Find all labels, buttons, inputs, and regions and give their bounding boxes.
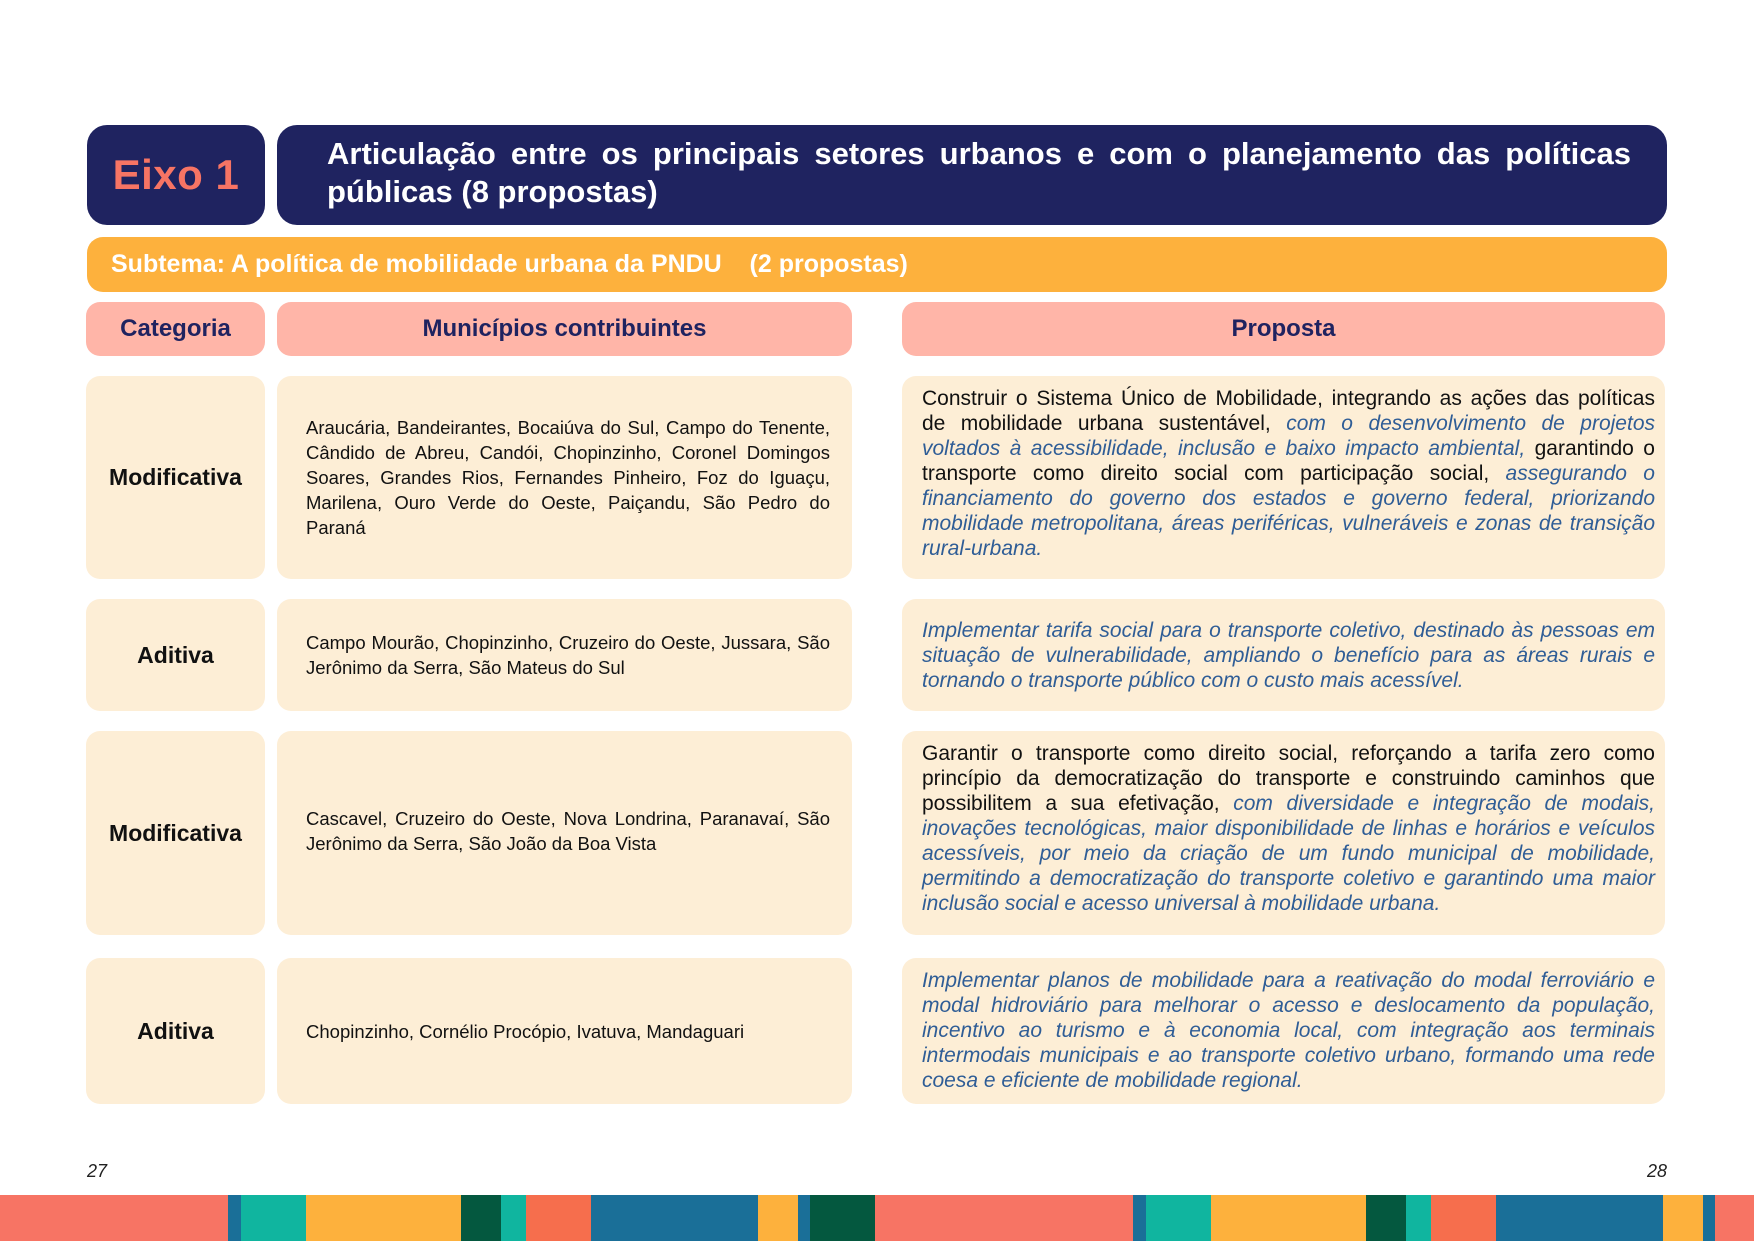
proposta-italic: com diversidade e integração de modais, inovações tecnológicas, maior disponibilidade de linhas e horários e veículos acessíveis, por meio da criação de um fundo municipal de mobilidade, permitindo a democratização do transporte coletivo e garantindo uma maior inclusão social e acesso universal à mobilidade urbana. [922,792,1655,915]
eixo-label: Eixo 1 [112,151,240,198]
categoria-label: Aditiva [137,1017,214,1044]
table-row-1-categoria [86,376,265,579]
stripe-segment [810,1195,875,1241]
stripe-segment [306,1195,461,1241]
municipios-text: Campo Mourão, Chopinzinho, Cruzeiro do Oeste, Jussara, São Jerônimo da Serra, São Mateus do Sul [306,632,830,678]
stripe-segment [1496,1195,1663,1241]
table-row-1-municipios [277,376,852,579]
table-row-4-categoria [86,958,265,1104]
stripe-segment [1703,1195,1715,1241]
stripe-segment [1133,1195,1146,1241]
eixo-title: Articulação entre os principais setores urbanos e com o planejamento das políticas públicas (8 propostas) [327,136,1631,209]
proposta-text [922,741,1655,916]
stripe-segment [228,1195,241,1241]
proposta-plain: Construir o Sistema Único de Mobilidade, integrando as ações das políticas de mobilidade urbana sustentável, [922,387,1655,435]
column-header-proposta: Proposta [902,302,1665,356]
stripe-segment [1406,1195,1431,1241]
proposta-italic: assegurando o financiamento do governo dos estados e governo federal, priorizando mobilidade metropolitana, áreas periféricas, vulneráveis e zonas de transição rural-urbana. [922,462,1655,560]
table-row-2-categoria [86,599,265,711]
categoria-label: Modificativa [109,819,242,846]
proposta-italic: Implementar tarifa social para o transporte coletivo, destinado às pessoas em situação de vulnerabilidade, ampliando o benefício para as áreas rurais e tornando o transporte público com o custo mais acessível. [922,618,1655,692]
stripe-segment [758,1195,798,1241]
column-header-municipios: Municípios contribuintes [277,302,852,356]
stripe-segment [1146,1195,1211,1241]
proposta-text [922,618,1655,693]
proposta-italic: com o desenvolvimento de projetos voltados à acessibilidade, inclusão e baixo impacto ambiental, [922,412,1655,460]
proposta-plain: Garantir o transporte como direito social, reforçando a tarifa zero como princípio da democratização do transporte e construindo caminhos que possibilitem a sua efetivação, [922,742,1655,815]
table-row-3-municipios [277,731,852,935]
municipios-text: Araucária, Bandeirantes, Bocaiúva do Sul, Campo do Tenente, Cândido de Abreu, Candói, Chopinzinho, Coronel Domingos Soares, Grandes Rios, Fernandes Pinheiro, Foz do Iguaçu, Marilena, Ouro Verde do Oeste, Paiçandu, São Pedro do Paraná [306,417,830,538]
stripe-segment [591,1195,758,1241]
table-row-3-proposta [902,731,1665,935]
categoria-label: Aditiva [137,641,214,668]
categoria-label: Modificativa [109,464,242,490]
proposta-italic: Implementar planos de mobilidade para a reativação do modal ferroviário e modal hidroviário para melhorar o acesso e deslocamento da população, incentivo ao turismo e à economia local, com integração aos terminais intermodais municipais e ao transporte coletivo urbano, formando uma rede coesa e eficiente de mobilidade regional. [922,969,1655,1092]
stripe-segment [1366,1195,1406,1241]
subtema-bar [87,237,1667,292]
table-row-2-municipios [277,599,852,711]
stripe-segment [526,1195,591,1241]
stripe-segment [501,1195,526,1241]
column-header-categoria: Categoria [86,302,265,356]
stripe-segment [1715,1195,1754,1241]
page-number-right: 28 [1646,1161,1667,1181]
stripe-segment [1211,1195,1366,1241]
stripe-segment [798,1195,810,1241]
proposta-plain: garantindo o transporte como direito social com participação social, [922,437,1655,485]
municipios-text: Cascavel, Cruzeiro do Oeste, Nova Londrina, Paranavaí, São Jerônimo da Serra, São João da Boa Vista [306,808,830,854]
stripe-segment [1663,1195,1703,1241]
page-number-left: 27 [87,1161,108,1181]
proposta-text [922,968,1655,1093]
stripe-segment [241,1195,306,1241]
eixo-title-box [277,125,1667,225]
stripe-segment [0,1195,228,1241]
table-row-3-categoria [86,731,265,935]
stripe-segment [875,1195,1133,1241]
proposta-text [922,386,1655,561]
eixo-badge [87,125,265,225]
table-row-4-municipios [277,958,852,1104]
municipios-text: Chopinzinho, Cornélio Procópio, Ivatuva, Mandaguari [306,1020,745,1042]
stripe-segment [461,1195,501,1241]
subtema-title: Subtema: A política de mobilidade urbana da PNDU (2 propostas) [111,250,908,278]
table-row-1-proposta [902,376,1665,579]
table-row-2-proposta [902,599,1665,711]
table-row-4-proposta [902,958,1665,1104]
stripe-segment [1431,1195,1496,1241]
